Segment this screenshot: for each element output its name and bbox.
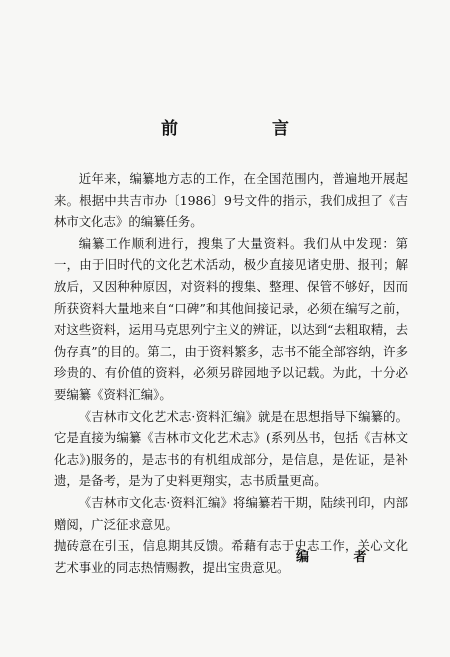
paragraph-3: 《吉林市文化艺术志·资料汇编》就是在思想指导下编纂的。它是直接为编纂《吉林市文化艺术志》(系列丛书，包括《吉林文化志》)服务的，是志书的有机组成部分，是信息，是佐证，是补遗，是备考，是为了史料更翔实，志书质量更高。 xyxy=(54,408,408,489)
paragraph-2: 编纂工作顺利进行，搜集了大量资料。我们从中发现：第一，由于旧时代的文化艺术活动，极少直接见诸史册、报刊；解放后，又因种种原因，对资料的搜集、整理、保管不够好，因而所获资料大量地来自“口碑”和其他间接记录，必须在编写之前，对这些资料，运用马克思列宁主义的辨证，以达到“去粗取精，去伪存真”的目的。第二，由于资料繁多，志书不能全部容纳，许多珍贵的、有价值的资料，必须另辟园地予以记载。为此，十分必要编纂《资料汇编》。 xyxy=(54,235,408,402)
page-title: 前 言 xyxy=(161,119,333,139)
signature: 编 者 xyxy=(296,550,387,565)
paragraph-5: 抛砖意在引玉，信息期其反馈。希藉有志于史志工作，关心文化艺术事业的同志热情赐教，提出宝贵意见。 xyxy=(54,538,408,575)
paragraph-4: 《吉林市文化志·资料汇编》将编纂若干期，陆续刊印，内部赠阅，广泛征求意见。 xyxy=(54,494,408,532)
paragraph-1: 近年来，编纂地方志的工作，在全国范围内，普遍地开展起来。根据中共吉市办〔1986〕9号文件的指示，我们成担了《吉林市文化志》的编纂任务。 xyxy=(54,171,408,230)
preface-body xyxy=(54,168,408,578)
